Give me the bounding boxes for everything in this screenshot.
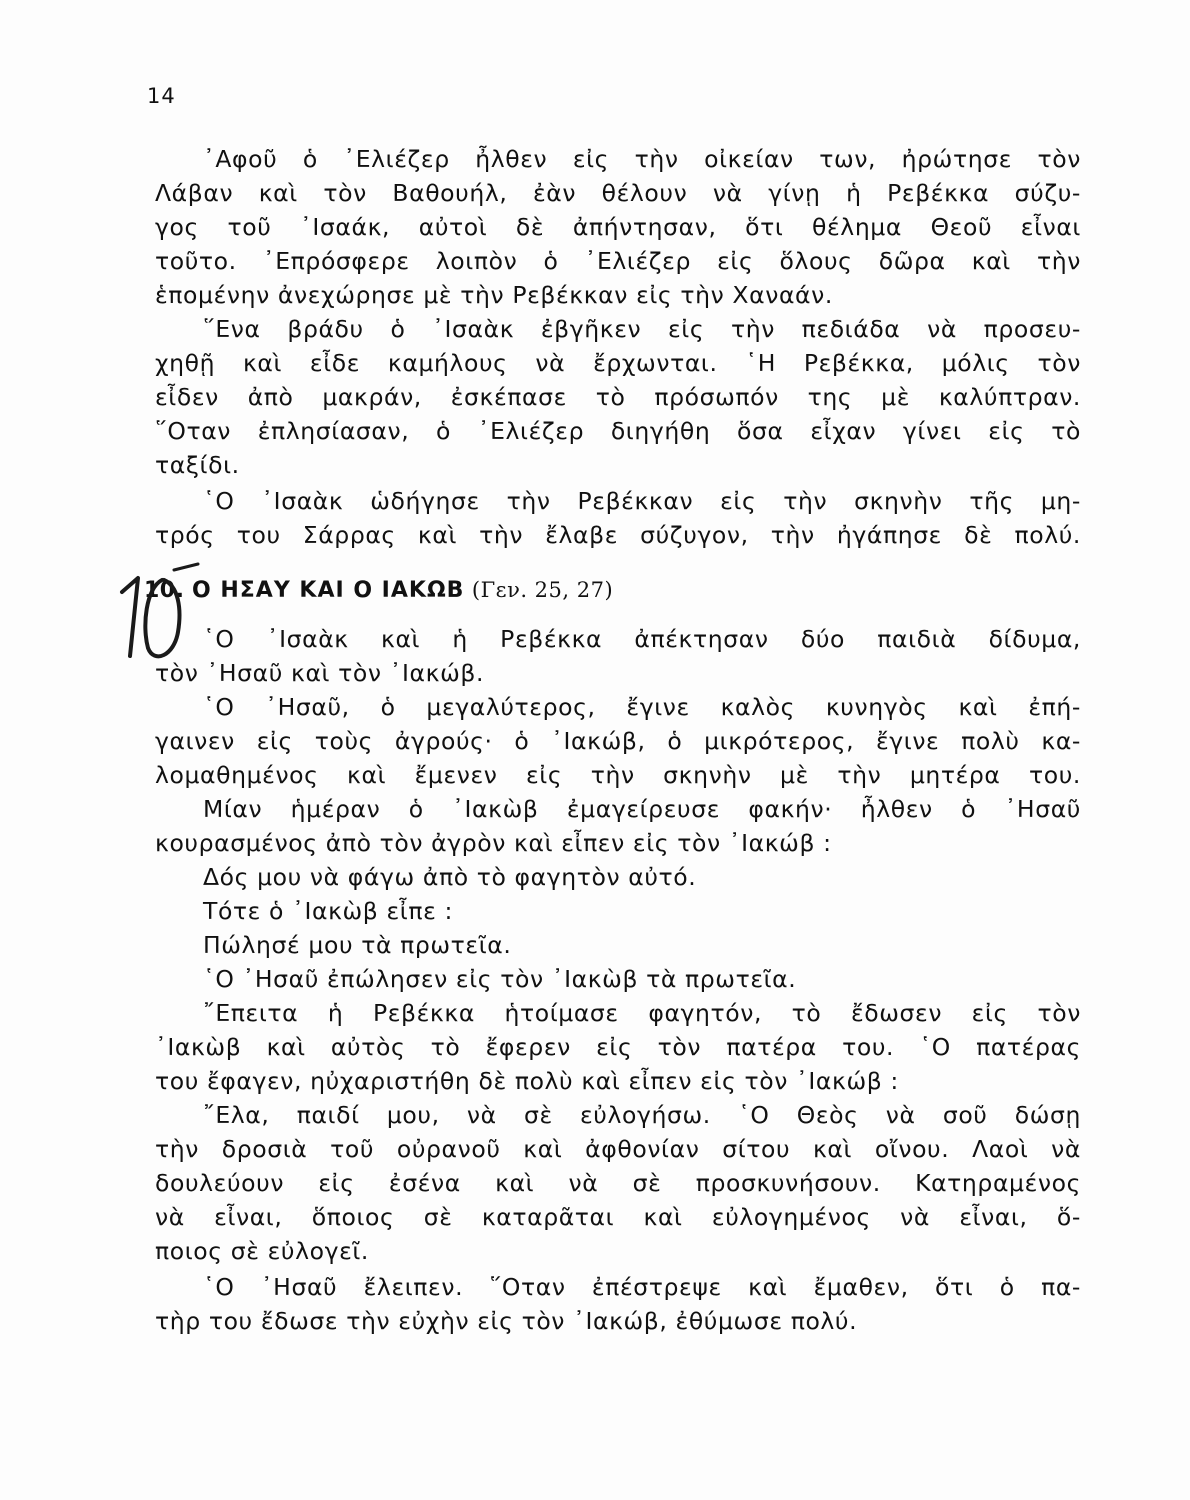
text-line: ῾Ο ᾿Ισαὰκ ὡδήγησε τὴν Ρεβέκκαν εἰς τὴν σκηνὴν τῆς μη-	[203, 487, 1081, 515]
text-line: Μίαν ἡμέραν ὁ ᾿Ιακὼβ ἐμαγείρευσε φακήν· ἦλθεν ὁ ᾿Ησαῦ	[203, 795, 1081, 823]
text-line: ᾿Αφοῦ ὁ ᾿Ελιέζερ ἦλθεν εἰς τὴν οἰκείαν των, ἠρώτησε τὸν	[203, 145, 1081, 173]
text-line: ἑπομένην ἀνεχώρησε μὲ τὴν Ρεβέκκαν εἰς τὴν Χαναάν.	[155, 281, 833, 309]
text-line: τὴν δροσιὰ τοῦ οὐρανοῦ καὶ ἀφθονίαν σίτου καὶ οἴνου. Λαοὶ νὰ	[155, 1135, 1081, 1163]
text-line: Πώλησέ μου τὰ πρωτεῖα.	[203, 931, 512, 959]
text-line: δουλεύουν εἰς ἐσένα καὶ νὰ σὲ προσκυνήσουν. Κατηραμένος	[155, 1169, 1081, 1197]
text-line: ῾Ο ᾿Ησαῦ ἐπώλησεν εἰς τὸν ᾿Ιακὼβ τὰ πρωτεῖα.	[203, 965, 797, 993]
section-title: Ο ΗΣΑΥ ΚΑΙ Ο ΙΑΚΩΒ	[191, 578, 465, 603]
text-line: νὰ εἶναι, ὅποιος σὲ καταρᾶται καὶ εὐλογημένος νὰ εἶναι, ὅ-	[155, 1203, 1081, 1231]
text-line: ῾Ο ᾿Ησαῦ, ὁ μεγαλύτερος, ἔγινε καλὸς κυνηγὸς καὶ ἐπή-	[203, 693, 1081, 721]
text-line: χηθῇ καὶ εἶδε καμήλους νὰ ἔρχωνται. ῾Η Ρεβέκκα, μόλις τὸν	[155, 349, 1081, 377]
page-number: 14	[147, 84, 176, 108]
text-line: ᾿Ιακὼβ καὶ αὐτὸς τὸ ἔφερεν εἰς τὸν πατέρα του. ῾Ο πατέρας	[155, 1033, 1081, 1061]
text-line: τρός του Σάρρας καὶ τὴν ἔλαβε σύζυγον, τὴν ἠγάπησε δὲ πολύ.	[155, 521, 1081, 549]
text-line: ῞Οταν ἐπλησίασαν, ὁ ᾿Ελιέζερ διηγήθη ὅσα εἶχαν γίνει εἰς τὸ	[155, 417, 1081, 445]
handwritten-mark-icon	[108, 560, 208, 670]
section-number: 10.	[144, 578, 185, 603]
text-line: ῎Ελα, παιδί μου, νὰ σὲ εὐλογήσω. ῾Ο Θεὸς νὰ σοῦ δώσῃ	[203, 1101, 1081, 1129]
text-line: εἶδεν ἀπὸ μακράν, ἐσκέπασε τὸ πρόσωπόν της μὲ καλύπτραν.	[155, 383, 1081, 411]
text-line: τὴρ του ἔδωσε τὴν εὐχὴν εἰς τὸν ᾿Ιακώβ, ἐθύμωσε πολύ.	[155, 1307, 858, 1335]
text-line: Λάβαν καὶ τὸν Βαθουήλ, ἐὰν θέλουν νὰ γίνῃ ἡ Ρεβέκκα σύζυ-	[155, 179, 1081, 207]
text-line: τοῦτο. ᾿Επρόσφερε λοιπὸν ὁ ᾿Ελιέζερ εἰς ὅλους δῶρα καὶ τὴν	[155, 247, 1081, 275]
section-reference: (Γεν. 25, 27)	[471, 578, 614, 602]
text-line: ποιος σὲ εὐλογεῖ.	[155, 1237, 370, 1265]
text-line: Τότε ὁ ᾿Ιακὼβ εἶπε :	[203, 897, 453, 925]
text-line: ῾Ο ᾿Ησαῦ ἔλειπεν. ῞Οταν ἐπέστρεψε καὶ ἔμαθεν, ὅτι ὁ πα-	[203, 1273, 1081, 1301]
section-heading	[144, 578, 613, 603]
text-line: ταξίδι.	[155, 451, 240, 479]
text-line: γος τοῦ ᾿Ισαάκ, αὐτοὶ δὲ ἀπήντησαν, ὅτι θέλημα Θεοῦ εἶναι	[155, 213, 1081, 241]
text-line: ῞Ενα βράδυ ὁ ᾿Ισαὰκ ἐβγῆκεν εἰς τὴν πεδιάδα νὰ προσευ-	[203, 315, 1081, 343]
text-line: λομαθημένος καὶ ἔμενεν εἰς τὴν σκηνὴν μὲ τὴν μητέρα του.	[155, 761, 1081, 789]
text-line: τὸν ᾿Ησαῦ καὶ τὸν ᾿Ιακώβ.	[155, 659, 485, 687]
text-line: ῾Ο ᾿Ισαὰκ καὶ ἡ Ρεβέκκα ἀπέκτησαν δύο παιδιὰ δίδυμα,	[203, 625, 1081, 653]
text-line: γαινεν εἰς τοὺς ἀγρούς· ὁ ᾿Ιακώβ, ὁ μικρότερος, ἔγινε πολὺ κα-	[155, 727, 1081, 755]
text-line: Δός μου νὰ φάγω ἀπὸ τὸ φαγητὸν αὐτό.	[203, 863, 697, 891]
text-line: κουρασμένος ἀπὸ τὸν ἀγρὸν καὶ εἶπεν εἰς τὸν ᾿Ιακώβ :	[155, 829, 832, 857]
text-line: του ἔφαγεν, ηὐχαριστήθη δὲ πολὺ καὶ εἶπεν εἰς τὸν ᾿Ιακώβ :	[155, 1067, 899, 1095]
text-line: ῎Επειτα ἡ Ρεβέκκα ἡτοίμασε φαγητόν, τὸ ἔδωσεν εἰς τὸν	[203, 999, 1081, 1027]
